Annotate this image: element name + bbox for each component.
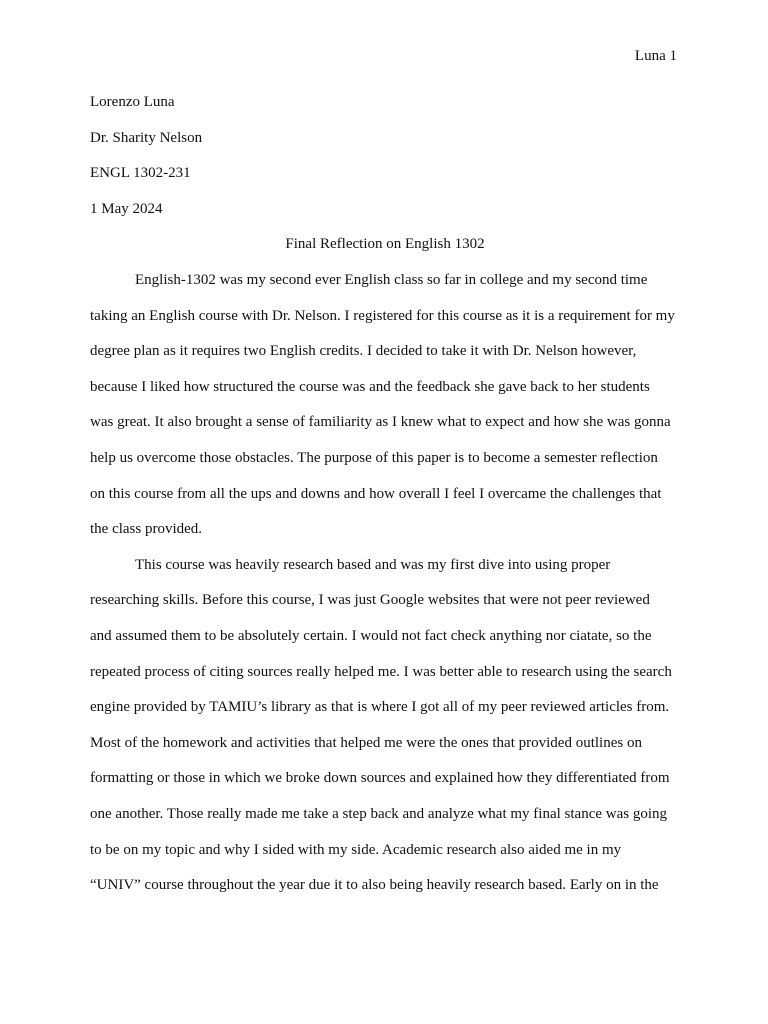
paragraph-2-line-6: Most of the homework and activities that helped me were the ones that provided outlines on xyxy=(90,734,642,751)
date: 1 May 2024 xyxy=(90,200,163,217)
paragraph-2-line-9: to be on my topic and why I sided with my side. Academic research also aided me in my xyxy=(90,841,622,858)
paragraph-1-line-6: help us overcome those obstacles. The purpose of this paper is to become a semester reflection xyxy=(90,449,658,466)
paragraph-2-line-5: engine provided by TAMIU’s library as that is where I got all of my peer reviewed articles from. xyxy=(90,699,670,716)
paragraph-1-line-1: English-1302 was my second ever English class so far in college and my second time xyxy=(135,272,648,288)
paragraph-2-line-7: formatting or those in which we broke down sources and explained how they differentiated from xyxy=(90,770,670,787)
paragraph-2-line-8: one another. Those really made me take a step back and analyze what my final stance was going xyxy=(90,805,668,822)
instructor-name: Dr. Sharity Nelson xyxy=(90,129,203,146)
paragraph-1-line-5: was great. It also brought a sense of familiarity as I knew what to expect and how she was gonna xyxy=(90,414,671,431)
paper-title: Final Reflection on English 1302 xyxy=(285,236,485,252)
paragraph-2-line-1: This course was heavily research based and was my first dive into using proper xyxy=(135,556,611,573)
paragraph-1-line-7: on this course from all the ups and downs and how overall I feel I overcame the challenges that xyxy=(90,485,662,502)
paragraph-1-line-2: taking an English course with Dr. Nelson. I registered for this course as it is a requirement for my xyxy=(90,307,675,324)
paragraph-2-line-4: repeated process of citing sources really helped me. I was better able to research using the search xyxy=(90,663,672,680)
mla-heading xyxy=(90,93,680,235)
paragraph-1-line-4: because I liked how structured the course was and the feedback she gave back to her students xyxy=(90,378,650,395)
running-header: Luna 1 xyxy=(634,48,677,64)
paragraph-2-line-10: “UNIV” course throughout the year due it to also being heavily research based. Early on in the xyxy=(90,877,659,894)
paragraph-2-line-2: researching skills. Before this course, I was just Google websites that were not peer reviewed xyxy=(90,592,650,609)
body-text xyxy=(90,271,690,912)
paragraph-2-line-3: and assumed them to be absolutely certain. I would not fact check anything nor ciatate, so the xyxy=(90,627,652,644)
student-name: Lorenzo Luna xyxy=(90,94,175,110)
course-code: ENGL 1302-231 xyxy=(90,165,191,182)
paragraph-1-line-3: degree plan as it requires two English credits. I decided to take it with Dr. Nelson however, xyxy=(90,343,637,360)
paragraph-1-line-8: the class provided. xyxy=(90,521,203,538)
